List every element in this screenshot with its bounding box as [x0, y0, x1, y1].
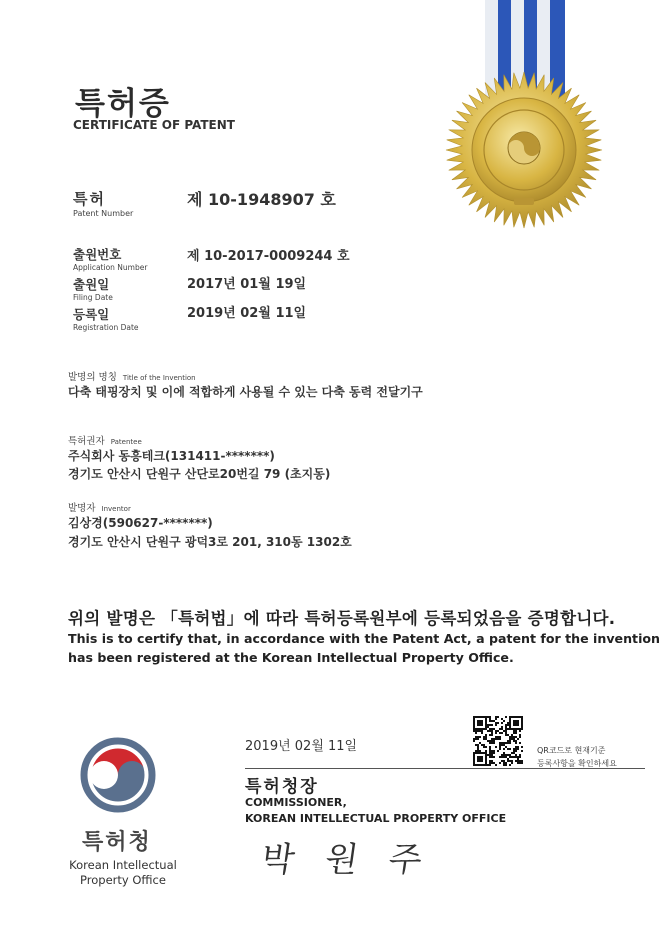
patentee-name: 주식회사 동흥테크(131411-*******)	[68, 449, 275, 463]
inventor-name: 김상경(590627-*******)	[68, 516, 213, 530]
application-number-label-group	[73, 245, 147, 272]
application-number-label: 출원번호	[73, 247, 122, 262]
patentee-label	[68, 429, 142, 448]
issue-date: 2019년 02월 11일	[245, 739, 358, 754]
patent-number-label: 특허	[73, 190, 106, 208]
qr-note	[537, 744, 617, 770]
kipo-logo-english	[64, 858, 182, 888]
certificate-title-korean: 특허증	[75, 86, 171, 122]
registration-date-value: 2019년 02월 11일	[187, 306, 307, 321]
certification-statement-korean: 위의 발명은 「특허법」에 따라 특허등록원부에 등록되었음을 증명합니다.	[68, 609, 616, 628]
inventor-label	[68, 496, 131, 515]
certification-statement-english-line2: has been registered at the Korean Intellectual Property Office.	[68, 650, 514, 665]
application-number-label-en: Application Number	[73, 263, 148, 272]
invention-title-label-en: Title of the Invention	[122, 374, 196, 382]
patentee-address: 경기도 안산시 단원구 산단로20번길 79 (초지동)	[68, 467, 331, 481]
qr-code[interactable]	[473, 716, 523, 766]
filing-date-label: 출원일	[73, 277, 110, 292]
commissioner-title-english-line1: COMMISSIONER,	[245, 796, 347, 809]
qr-note-line1: QR코드로 현재기준	[537, 746, 606, 755]
qr-note-line2: 등록사항을 확인하세요	[537, 759, 617, 768]
kipo-logo-korean: 특허청	[82, 830, 152, 855]
commissioner-title-english-line2: KOREAN INTELLECTUAL PROPERTY OFFICE	[245, 812, 507, 825]
invention-title-label-ko: 발명의 명칭	[68, 372, 117, 383]
kipo-logo-icon	[78, 735, 158, 815]
invention-title-label	[68, 365, 196, 384]
patentee-label-ko: 특허권자	[68, 436, 105, 447]
filing-date-label-en: Filing Date	[73, 293, 113, 302]
inventor-label-en: Inventor	[101, 505, 131, 513]
footer-divider	[245, 768, 645, 769]
application-number-value: 제 10-2017-0009244 호	[187, 249, 350, 264]
patentee-label-en: Patentee	[110, 438, 142, 446]
patent-number-label-en: Patent Number	[73, 209, 134, 218]
filing-date-label-group	[73, 275, 113, 302]
registration-date-label: 등록일	[73, 307, 110, 322]
certificate-title-english: CERTIFICATE OF PATENT	[73, 118, 235, 132]
registration-date-label-en: Registration Date	[73, 323, 139, 332]
patent-number-value: 제 10-1948907 호	[187, 190, 336, 209]
inventor-address: 경기도 안산시 단원구 광덕3로 201, 310동 1302호	[68, 535, 352, 549]
kipo-logo-english-line1: Korean Intellectual	[69, 858, 177, 872]
inventor-label-ko: 발명자	[68, 503, 96, 514]
filing-date-value: 2017년 01월 19일	[187, 277, 307, 292]
kipo-logo-english-line2: Property Office	[80, 873, 166, 887]
commissioner-title-korean: 특허청장	[245, 777, 319, 797]
certification-statement-english-line1: This is to certify that, in accordance with the Patent Act, a patent for the invention	[68, 631, 661, 646]
invention-title-value: 다축 태핑장치 및 이에 적합하게 사용될 수 있는 다축 동력 전달기구	[68, 385, 423, 399]
gold-seal-emblem	[444, 70, 604, 230]
commissioner-signature: 박 원 주	[258, 840, 435, 880]
registration-date-label-group	[73, 305, 139, 332]
